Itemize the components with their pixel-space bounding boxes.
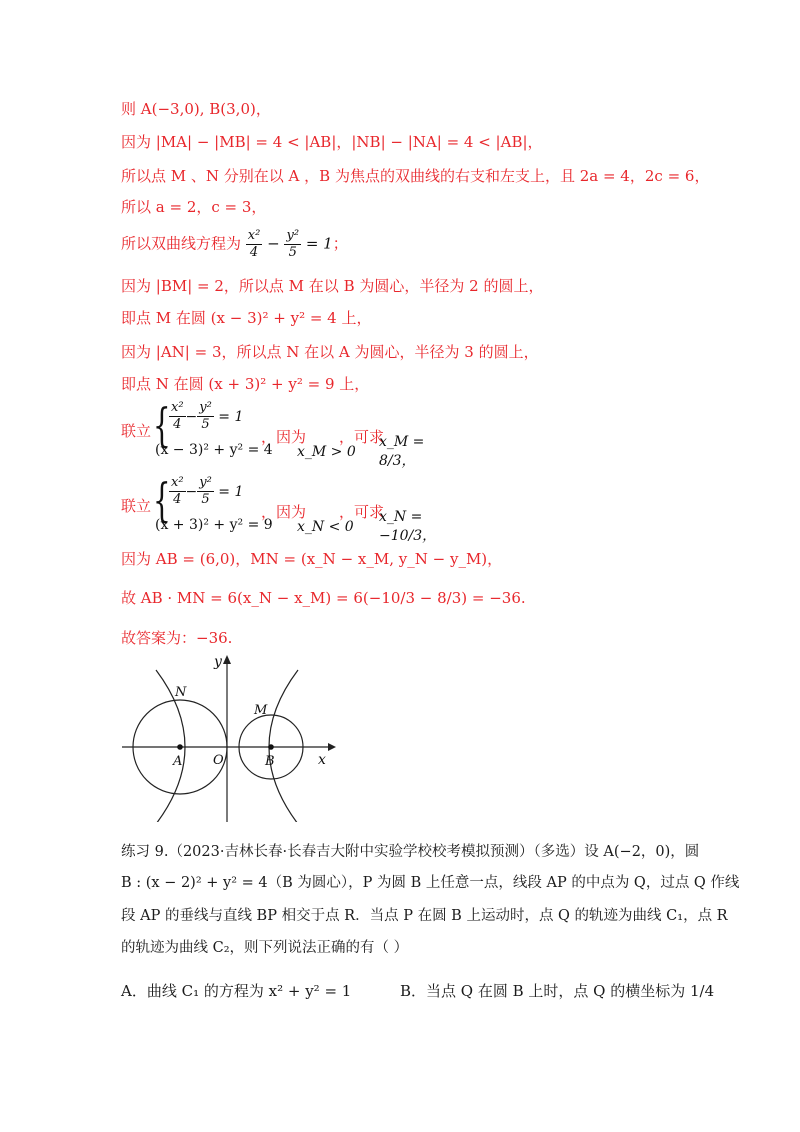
option-b[interactable]: B．当点 Q 在圆 B 上时，点 Q 的横坐标为 1/4 [400, 982, 715, 1000]
solution-line-4: 所以 a = 2，c = 3， [121, 198, 267, 216]
equation-system-2: 联立 { $\frac{\text{x²}}{4}$ − $\frac{\text{y²}}{5}$ = 1 (x + 3)² + y² = 9 ，因为 x_N < 0 ，可求 x_N = −10/3， [121, 473, 437, 544]
solution-line-7: 即点 M 在圆 (x − 3)² + y² = 4 上， [121, 309, 372, 327]
solution-line-11: 故 AB · MN = 6(x_N − x_M) = 6(−10/3 − 8/3) = −36. [121, 589, 526, 607]
exercise-line-4: 的轨迹为曲线 C₂，则下列说法正确的有（ ） [121, 940, 409, 956]
exercise-line-1: 练习 9.（2023·吉林长春·长春吉大附中实验学校校考模拟预测）（多选）设 A(−2，0)，圆 [121, 844, 700, 860]
solution-line-12: 故答案为：−36. [121, 629, 233, 647]
solution-line-1: 则 A(−3,0), B(3,0)， [121, 100, 271, 118]
option-a[interactable]: A．曲线 C₁ 的方程为 x² + y² = 1 [121, 982, 352, 1000]
label-y: y [214, 654, 222, 670]
left-brace: { [153, 473, 171, 527]
label-a: A [173, 754, 183, 769]
point-a [177, 744, 183, 750]
solution-line-8: 因为 |AN| = 3，所以点 N 在以 A 为圆心，半径为 3 的圆上， [121, 343, 539, 361]
label-x: x [318, 752, 326, 768]
label-origin: O [213, 753, 224, 768]
left-brace: { [153, 398, 171, 452]
y-axis-arrow [223, 655, 231, 664]
hyperbola-circles-figure [118, 652, 338, 822]
solution-line-9: 即点 N 在圆 (x + 3)² + y² = 9 上， [121, 375, 370, 393]
x-axis-arrow [328, 743, 336, 751]
solution-line-10: 因为 AB = (6,0)，MN = (x_N − x_M, y_N − y_M)， [121, 550, 503, 568]
hyperbola-intro: 所以双曲线方程为 [121, 234, 242, 253]
fraction-x2-4: $\frac{\text{x²}}{4}$ [247, 228, 261, 260]
exercise-line-2: B : (x − 2)² + y² = 4（B 为圆心），P 为圆 B 上任意一点，线段 AP 的中点为 Q，过点 Q 作线 [121, 875, 740, 891]
exercise-line-3: 段 AP 的垂线与直线 BP 相交于点 R．当点 P 在圆 B 上运动时，点 Q 的轨迹为曲线 C₁，点 R [121, 908, 728, 924]
label-m: M [254, 703, 268, 718]
label-n: N [175, 685, 187, 700]
point-b [268, 744, 274, 750]
label-b: B [265, 754, 275, 769]
fraction-y2-5: $\frac{\text{y²}}{5}$ [286, 228, 300, 260]
solution-line-5: 所以双曲线方程为 $\frac{\text{x²}}{4}$ − $\frac{\text{y²}}{5}$ = 1； [121, 228, 348, 260]
solution-line-2: 因为 |MA| − |MB| = 4 < |AB|，|NB| − |NA| = 4 < |AB|， [121, 133, 543, 151]
equation-system-1: 联立 { $\frac{\text{x²}}{4}$ − $\frac{\text{y²}}{5}$ = 1 (x − 3)² + y² = 4 ，因为 x_M > 0 ，可求 x_M = 8/3， [121, 398, 425, 469]
solution-line-3: 所以点 M 、N 分别在以 A ，B 为焦点的双曲线的右支和左支上，且 2a = 4，2c = 6， [121, 167, 710, 185]
solution-line-6: 因为 |BM| = 2，所以点 M 在以 B 为圆心，半径为 2 的圆上， [121, 277, 544, 295]
